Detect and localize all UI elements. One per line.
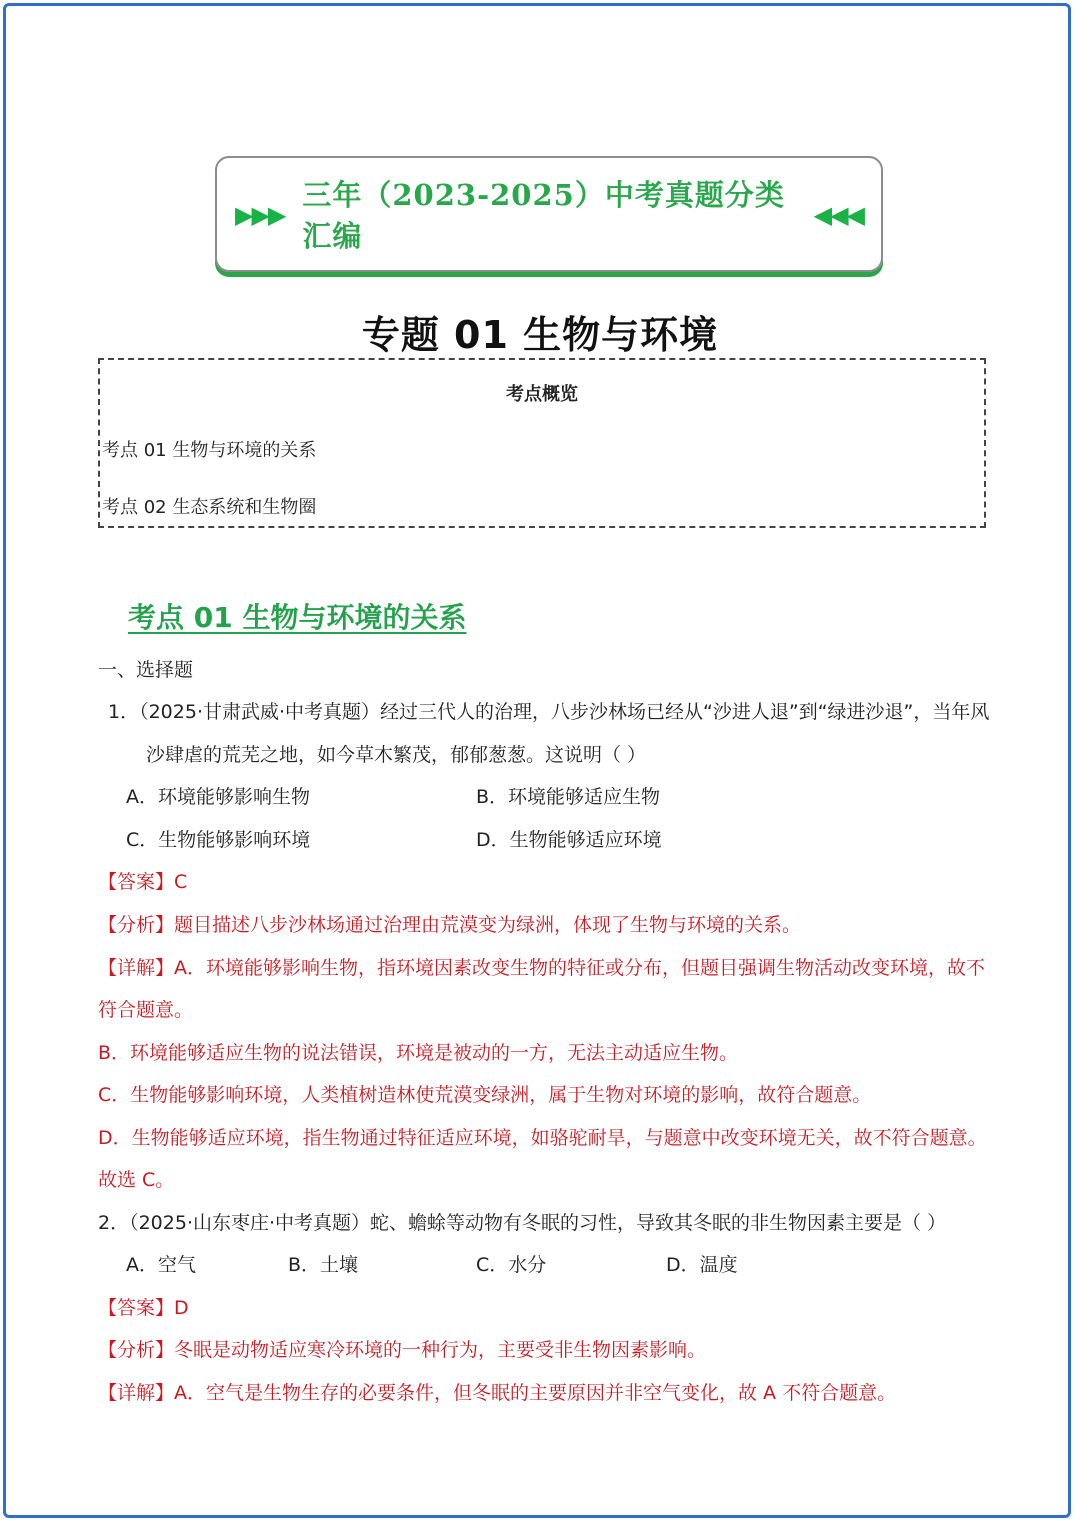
header-banner xyxy=(215,156,883,272)
overview-box xyxy=(98,358,986,528)
page-title: 专题 01 生物与环境 xyxy=(361,313,719,357)
q1-analysis: 【分析】题目描述八步沙林场通过治理由荒漠变为绿洲，体现了生物与环境的关系。 xyxy=(98,914,802,936)
overview-heading: 考点概览 xyxy=(506,384,578,405)
q2-analysis: 【分析】冬眠是动物适应寒冷环境的一种行为，主要受非生物因素影响。 xyxy=(98,1339,707,1361)
q1-detail-b: B．环境能够适应生物的说法错误，环境是被动的一方，无法主动适应生物。 xyxy=(98,1042,739,1064)
q2-stem: 2．（2025·山东枣庄·中考真题）蛇、蟾蜍等动物有冬眠的习性，导致其冬眠的非生物因素主要是（ ） xyxy=(98,1212,947,1234)
question-type-heading: 一、选择题 xyxy=(98,659,194,681)
q2-answer: 【答案】D xyxy=(98,1297,189,1319)
right-arrows-icon: ▶▶▶ xyxy=(235,199,285,229)
q1-detail-d: D．生物能够适应环境，指生物通过特征适应环境，如骆驼耐旱，与题意中改变环境无关，故不符合题意。 xyxy=(98,1127,987,1149)
q2-option-d: D．温度 xyxy=(666,1254,738,1276)
overview-item-2[interactable]: 考点 02 生态系统和生物圈 xyxy=(102,497,317,518)
left-arrows-icon: ◀◀◀ xyxy=(813,199,863,229)
q1-answer: 【答案】C xyxy=(98,871,188,893)
q1-stem-line2: 沙肆虐的荒芜之地，如今草木繁茂，郁郁葱葱。这说明（ ） xyxy=(146,744,647,766)
banner-text: 三年（2023-2025）中考真题分类汇编 xyxy=(302,178,785,253)
q1-option-c: C．生物能够影响环境 xyxy=(126,829,311,851)
overview-item-1[interactable]: 考点 01 生物与环境的关系 xyxy=(102,440,317,461)
q2-detail-a: 【详解】A．空气是生物生存的必要条件，但冬眠的主要原因并非空气变化，故 A 不符合题意。 xyxy=(98,1382,897,1404)
q2-option-c: C．水分 xyxy=(476,1254,547,1276)
q1-conclusion: 故选 C。 xyxy=(98,1169,175,1191)
q1-detail-c: C．生物能够影响环境，人类植树造林使荒漠变绿洲，属于生物对环境的影响，故符合题意。 xyxy=(98,1084,872,1106)
section-title: 考点 01 生物与环境的关系 xyxy=(128,601,467,634)
q1-stem-line1: 1．（2025·甘肃武威·中考真题）经过三代人的治理，八步沙林场已经从“沙进人退”到“绿进沙退”，当年风 xyxy=(108,701,990,723)
q2-option-a: A．空气 xyxy=(126,1254,196,1276)
q1-option-d: D．生物能够适应环境 xyxy=(476,829,662,851)
q1-option-a: A．环境能够影响生物 xyxy=(126,786,310,808)
q1-option-b: B．环境能够适应生物 xyxy=(476,786,661,808)
q1-detail-line1: 【详解】A．环境能够影响生物，指环境因素改变生物的特征或分布，但题目强调生物活动改变环境，故不 xyxy=(98,957,986,979)
q1-detail-line2: 符合题意。 xyxy=(98,999,194,1021)
q2-option-b: B．土壤 xyxy=(288,1254,359,1276)
